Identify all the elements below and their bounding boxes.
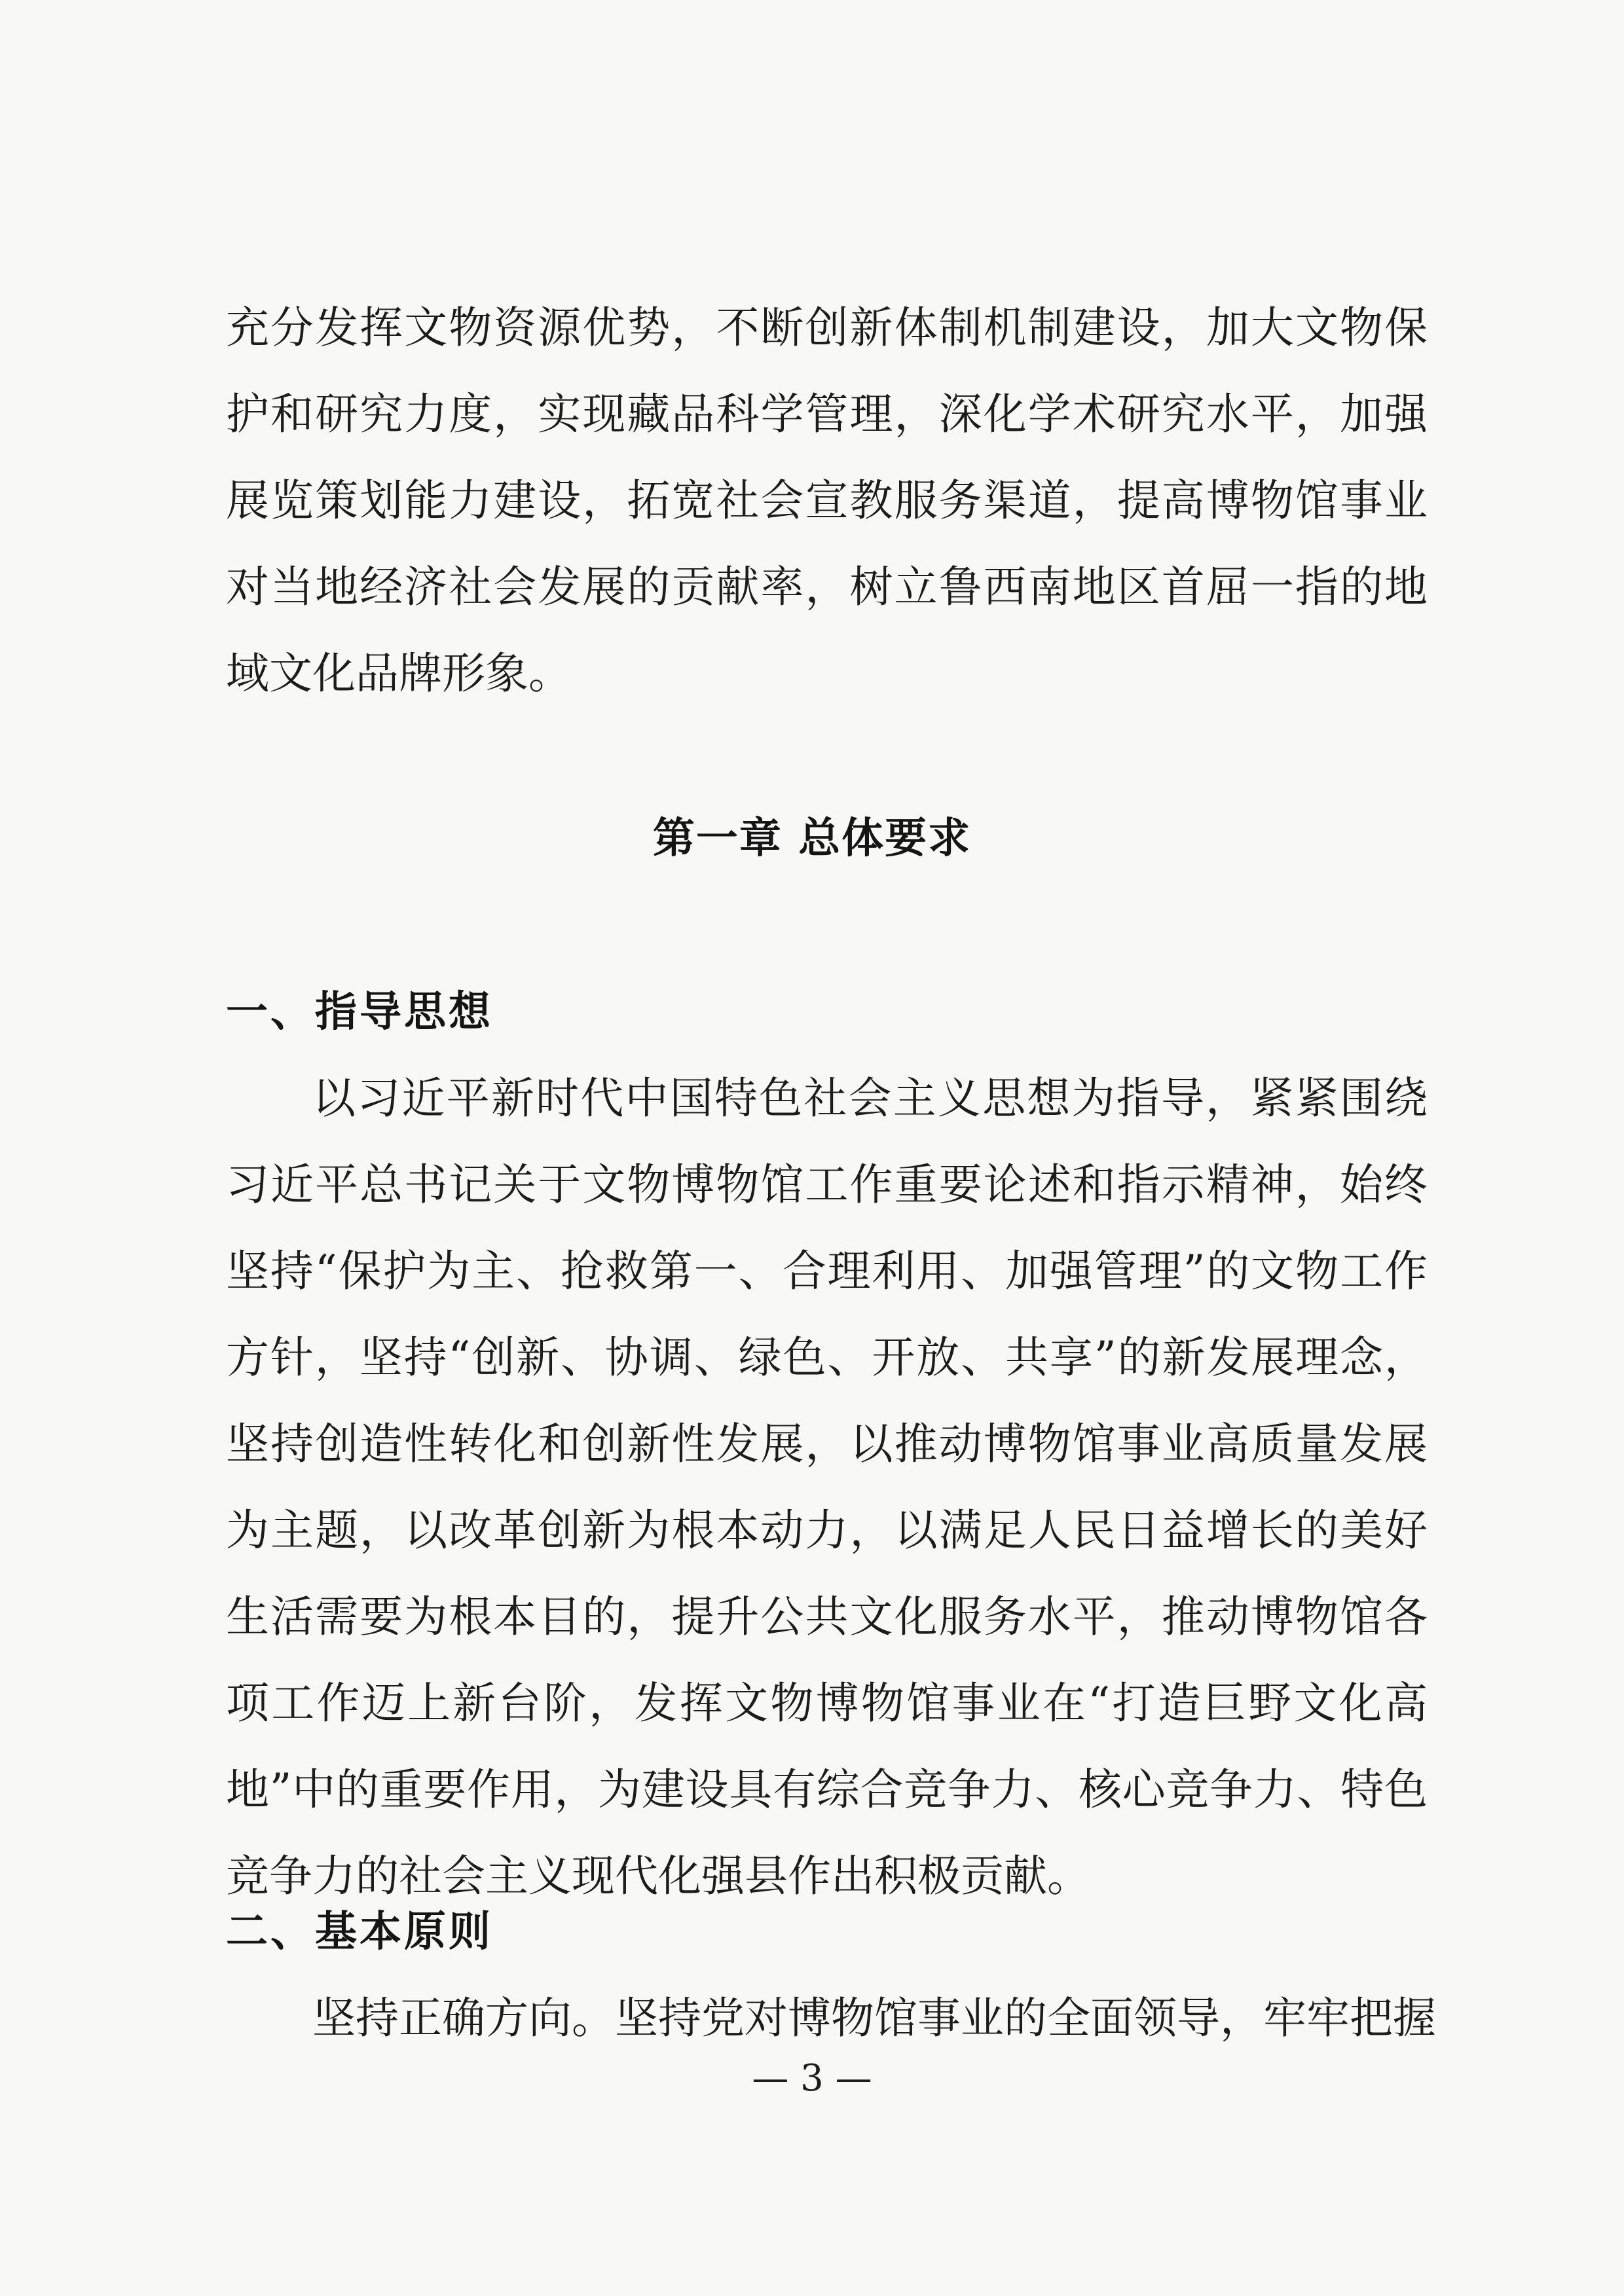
section-heading-basic-principles: 二、基本原则 bbox=[226, 1908, 493, 1956]
section-heading-guiding-ideology: 一、指导思想 bbox=[226, 988, 493, 1036]
basic-principles-paragraph: 坚持正确方向。坚持党对博物馆事业的全面领导，牢牢把握 bbox=[312, 1993, 1436, 2043]
page-number: — 3 — bbox=[752, 2057, 872, 2100]
intro-paragraph: 充分发挥文物资源优势，不断创新体制机制建设，加大文物保护和研究力度，实现藏品科学管理，深化学术研究水平，加强展览策划能力建设，拓宽社会宣教服务渠道，提高博物馆事业对当地经济社会发展的贡献率，树立鲁西南地区首屈一指的地域文化品牌形象。 bbox=[226, 302, 1428, 699]
chapter-title: 第一章 总体要求 bbox=[652, 814, 972, 863]
guiding-ideology-paragraph: 以习近平新时代中国特色社会主义思想为指导，紧紧围绕习近平总书记关于文物博物馆工作重要论述和指示精神，始终坚持“保护为主、抢救第一、合理利用、加强管理”的文物工作方针，坚持“创新、协调、绿色、开放、共享”的新发展理念，坚持创造性转化和创新性发展，以推动博物馆事业高质量发展为主题，以改革创新为根本动力，以满足人民日益增长的美好生活需要为根本目的，提升公共文化服务水平，推动博物馆各项工作迈上新台阶，发挥文物博物馆事业在“打造巨野文化高地”中的重要作用，为建设具有综合竞争力、核心竞争力、特色竞争力的社会主义现代化强县作出积极贡献。 bbox=[226, 1073, 1428, 1901]
